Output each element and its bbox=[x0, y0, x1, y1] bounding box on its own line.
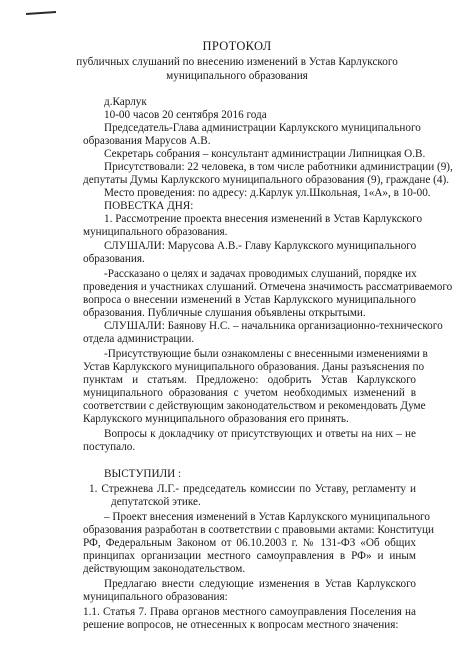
story-line-4: образования. Публичные слушания объявлены открытыми. bbox=[83, 307, 366, 319]
story-line-2: проведения и участниках слушаний. Отмечена значимость рассматриваемого bbox=[83, 281, 453, 293]
pen-mark bbox=[26, 11, 56, 15]
meeting-place: д.Карлук bbox=[104, 96, 147, 108]
heard-1-line-2: образования. bbox=[83, 253, 145, 265]
heard-2-line-2: отдела администрации. bbox=[83, 333, 195, 345]
attendees-line-1: -Присутствующие были ознакомлены с внесенными изменениями в bbox=[104, 348, 428, 360]
project-line-1: – Проект внесения изменений в Устав Карлукского муниципального bbox=[104, 511, 430, 523]
agenda-heading: ПОВЕСТКА ДНЯ: bbox=[104, 200, 194, 212]
venue-line: Место проведения: по адресу: д.Карлук ул.Школьная, 1«А», в 10-00. bbox=[104, 187, 431, 199]
questions-line-1: Вопросы к докладчику от присутствующих и ответы на них – не bbox=[104, 428, 416, 440]
project-line-4: принципах организации местного самоуправления в РФ» и иным bbox=[83, 550, 416, 562]
heard-1-line-1: СЛУШАЛИ: Марусова А.В.- Главу Карлукского муниципального bbox=[104, 240, 417, 252]
story-line-3: вопроса о внесении изменений в Устав Карлукского муниципального bbox=[83, 294, 416, 306]
speaker-1-line-1: 1. Стрежнева Л.Г.- председатель комиссии по Уставу, регламенту и bbox=[89, 483, 416, 495]
proposal-line-2: муниципального образования: bbox=[83, 591, 228, 603]
chair-line-2: образования Марусов А.В. bbox=[83, 135, 211, 147]
story-line-1: -Рассказано о целях и задачах проводимых слушаний, порядке их bbox=[104, 268, 417, 280]
doc-title: ПРОТОКОЛ bbox=[202, 39, 272, 53]
agenda-item-1-line-2: муниципального образования. bbox=[83, 226, 228, 238]
doc-subtitle-line-1: публичных слушаний по внесению изменений в Устав Карлукского bbox=[76, 56, 398, 68]
heard-2-line-1: СЛУШАЛИ: Баянову Н.С. – начальника организационно-технического bbox=[104, 320, 443, 332]
attendees-line-3: пунктам и статьям. Предложено: одобрить Устав Карлукского bbox=[83, 374, 416, 386]
present-line-2: депутаты Думы Карлукского муниципального образования (9), граждане (4). bbox=[83, 174, 450, 186]
secretary-line: Секретарь собрания – консультант администрации Липницкая О.В. bbox=[104, 148, 426, 160]
speaker-1-line-2: депутатской этике. bbox=[111, 496, 201, 508]
agenda-item-1-line-1: 1. Рассмотрение проекта внесения изменений в Устав Карлукского bbox=[104, 213, 423, 225]
attendees-line-5: соответствии с действующим законодательством и рекомендовать Думе bbox=[83, 400, 426, 412]
spoke-heading: ВЫСТУПИЛИ : bbox=[104, 468, 182, 480]
meeting-datetime: 10-00 часов 20 сентября 2016 года bbox=[104, 109, 267, 121]
present-line-1: Присутствовали: 22 человека, в том числе работники администрации (9), bbox=[104, 161, 453, 173]
article-line-2: решение вопросов, не отнесенных к вопросам местного значения: bbox=[83, 619, 399, 631]
chair-line-1: Председатель-Глава администрации Карлукского муниципального bbox=[104, 122, 421, 134]
attendees-line-2: Устав Карлукского муниципального образования. Даны разъяснения по bbox=[83, 361, 425, 373]
project-line-3: РФ, Федеральным Законом от 06.10.2003 г. № 131-ФЗ «Об общих bbox=[83, 537, 416, 549]
project-line-5: действующим законодательством. bbox=[83, 563, 246, 575]
article-line-1: 1.1. Статья 7. Права органов местного самоуправления Поселения на bbox=[83, 606, 416, 618]
proposal-line-1: Предлагаю внести следующие изменения в Устав Карлукского bbox=[104, 578, 416, 590]
doc-subtitle-line-2: муниципального образования bbox=[166, 70, 308, 82]
project-line-2: образования разработан в соответствии с правовыми актами: Конституци bbox=[83, 524, 434, 536]
questions-line-2: поступало. bbox=[83, 441, 136, 453]
attendees-line-4: муниципального образования с учетом необходимых изменений в bbox=[83, 387, 416, 399]
attendees-line-6: Карлукского муниципального образования его принять. bbox=[83, 413, 349, 425]
